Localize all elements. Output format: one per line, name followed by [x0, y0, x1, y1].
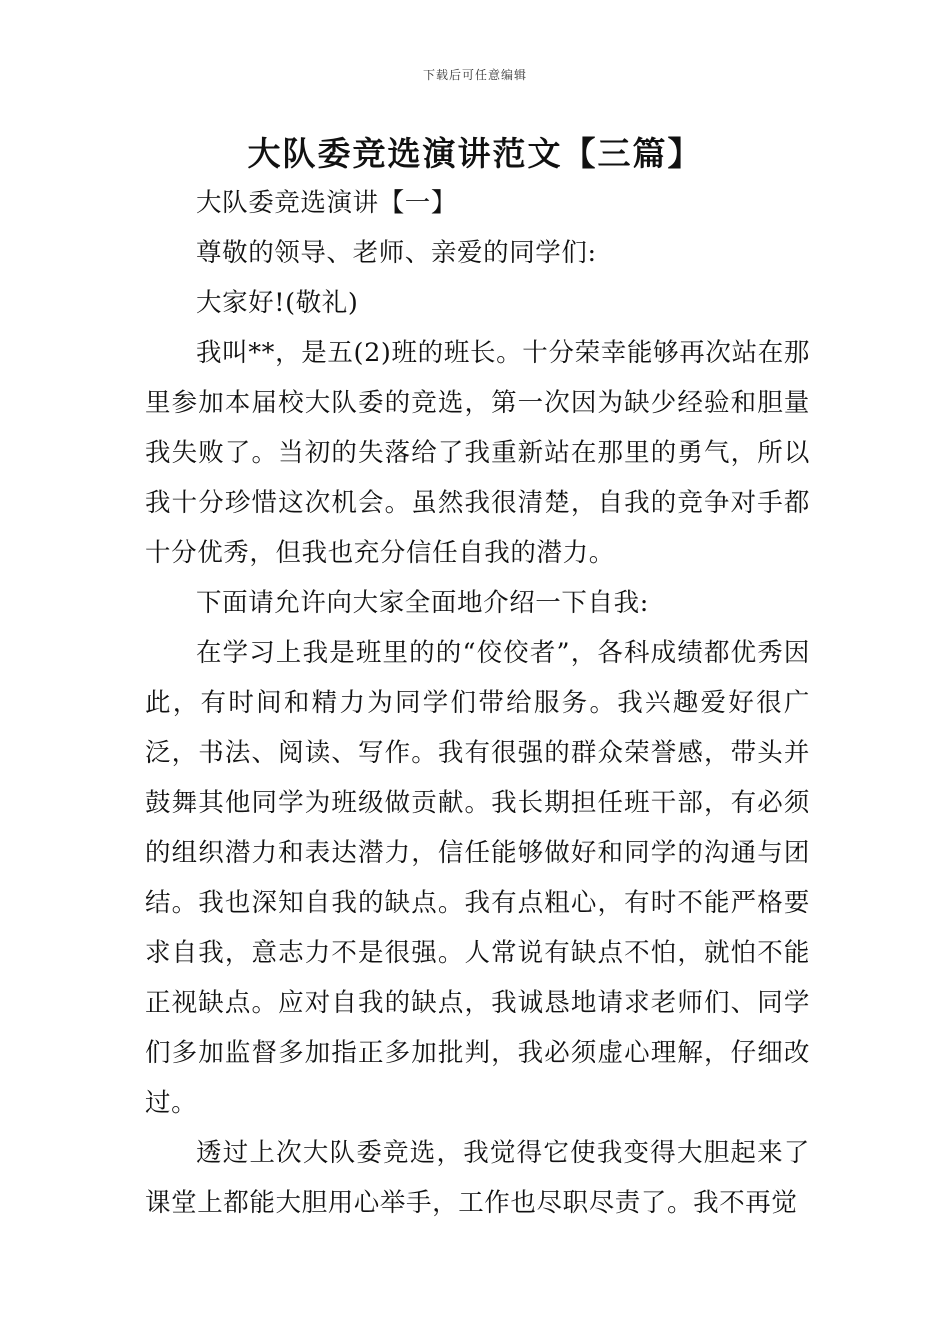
document-title: 大队委竞选演讲范文【三篇】 — [247, 134, 703, 173]
paragraph-transition: 下面请允许向大家全面地介绍一下自我: — [196, 588, 649, 618]
header-note: 下载后可任意编辑 — [422, 68, 527, 82]
greeting: 大家好!(敬礼) — [196, 288, 359, 318]
salutation: 尊敬的领导、老师、亲爱的同学们: — [196, 238, 597, 268]
paragraph-reflection: 透过上次大队委竞选，我觉得它使我变得大胆起来了课堂上都能大胆用心举手，工作也尽职尽责了。我不再觉 — [145, 1138, 810, 1218]
section-heading: 大队委竞选演讲【一】 — [196, 188, 458, 218]
paragraph-self-description: 在学习上我是班里的的“佼佼者”，各科成绩都优秀因此，有时间和精力为同学们带给服务。我兴趣爱好很广泛，书法、阅读、写作。我有很强的群众荣誉感，带头并鼓舞其他同学为班级做贡献。我长期担任班干部，有必须的组织潜力和表达潜力，信任能够做好和同学的沟通与团结。我也深知自我的缺点。我有点粗心，有时不能严格要求自我，意志力不是很强。人常说有缺点不怕，就怕不能正视缺点。应对自我的缺点，我诚恳地请求老师们、同学们多加监督多加指正多加批判，我必须虚心理解，仔细改过。 — [145, 638, 810, 1118]
paragraph-intro: 我叫**，是五(2)班的班长。十分荣幸能够再次站在那里参加本届校大队委的竞选，第一次因为缺少经验和胆量我失败了。当初的失落给了我重新站在那里的勇气，所以我十分珍惜这次机会。虽然我很清楚，自我的竞争对手都十分优秀，但我也充分信任自我的潜力。 — [145, 338, 810, 568]
document-body — [145, 178, 810, 1228]
